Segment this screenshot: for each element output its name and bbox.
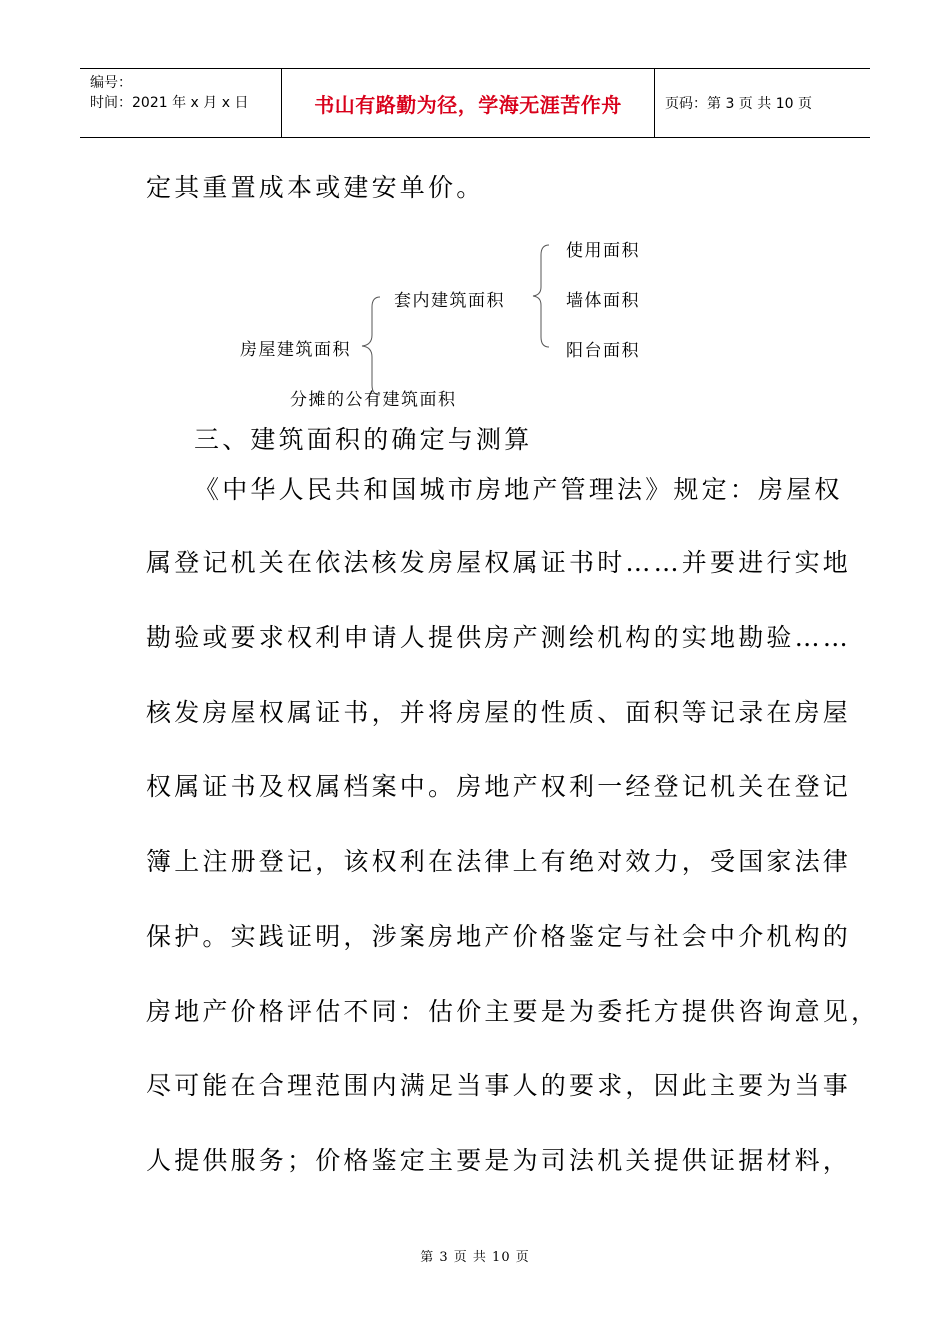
paragraph-line: 勘验或要求权利申请人提供房产测绘机构的实地勘验…… [146,623,852,652]
paragraph-line: 人提供服务；价格鉴定主要是为司法机关提供证据材料， [146,1146,852,1175]
branch-bracket [533,245,549,347]
paragraph-line: 保护。实践证明，涉案房地产价格鉴定与社会中介机构的 [146,922,852,951]
header-meta-cell [80,69,282,137]
paragraph-line: 权属证书及权属档案中。房地产权利一经登记机关在登记 [146,772,852,801]
diagram-leaf-label: 墙体面积 [566,291,640,311]
number-label: 编号： [90,75,132,91]
header-table [80,68,870,138]
diagram-leaf-label: 阳台面积 [566,341,640,361]
area-breakdown-diagram [0,225,950,425]
paragraph-line: 尽可能在合理范围内满足当事人的要求，因此主要为当事 [146,1071,852,1100]
page-footer: 第 3 页 共 10 页 [420,1250,530,1265]
paragraph-line: 《中华人民共和国城市房地产管理法》规定：房屋权 [194,475,843,504]
header-motto-cell [282,69,655,137]
paragraph-line: 定其重置成本或建安单价。 [146,173,485,202]
motto-text: 书山有路勤为径，学海无涯苦作舟 [314,92,622,117]
paragraph-line: 簿上注册登记，该权利在法律上有绝对效力，受国家法律 [146,847,852,876]
diagram-leaf-label: 使用面积 [566,241,640,261]
paragraph-line: 属登记机关在依法核发房屋权属证书时……并要进行实地 [146,548,852,577]
paragraph-line: 房地产价格评估不同：估价主要是为委托方提供咨询意见， [146,997,880,1026]
time-label: 时间：2021 年 x 月 x 日 [90,95,249,111]
diagram-root-label: 房屋建筑面积 [240,340,351,360]
page-info: 页码：第 3 页 共 10 页 [665,96,812,112]
header-page-cell [655,69,870,137]
paragraph-line: 核发房屋权属证书，并将房屋的性质、面积等记录在房屋 [146,698,852,727]
diagram-branch-bottom-label: 分摊的公有建筑面积 [290,390,457,410]
root-bracket [362,297,380,395]
diagram-branch-top-label: 套内建筑面积 [394,291,505,311]
section-heading: 三、建筑面积的确定与测算 [194,425,533,454]
diagram-brackets [0,225,950,425]
